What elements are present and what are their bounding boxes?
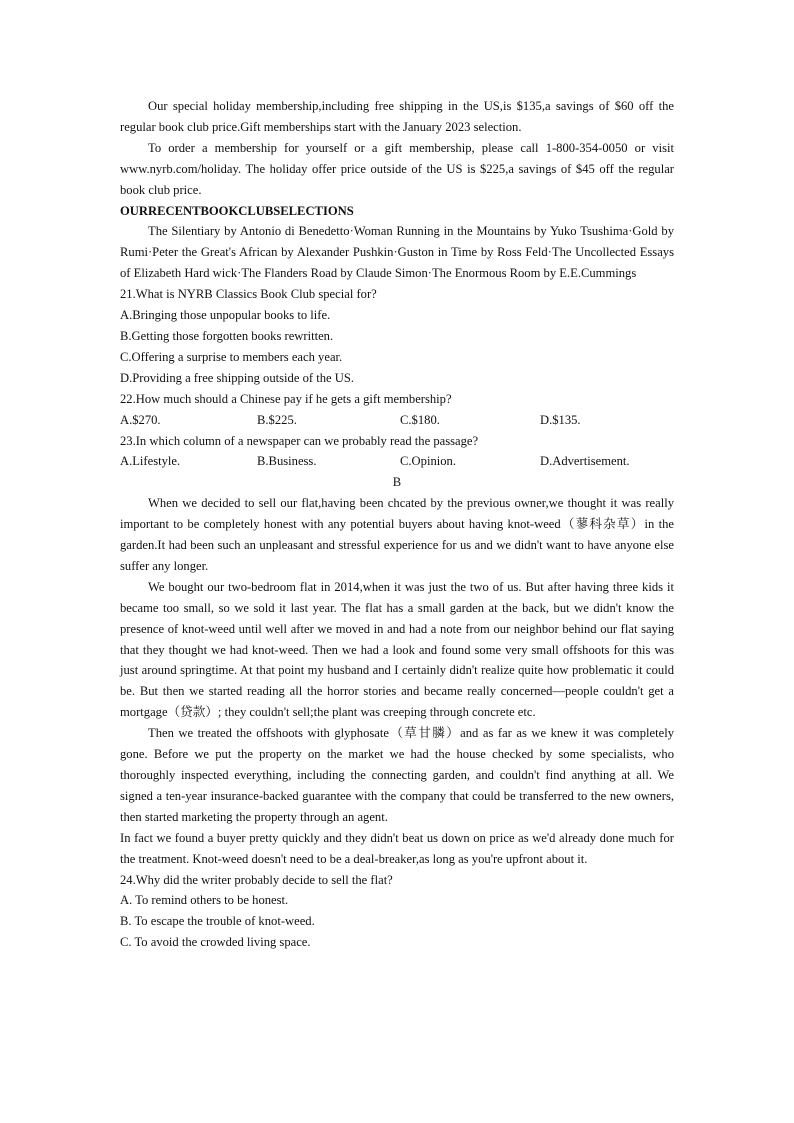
- passage-b-paragraph-1: When we decided to sell our flat,having been chcated by the previous owner,we thought it was really important to be completely honest with any potential buyers about having knot-weed（蓼科杂草）in the garden.It had been such an unpleasant and stressful experience for us and we didn't want to have anyone else suffer any longer.: [120, 496, 674, 573]
- question-21: 21.What is NYRB Classics Book Club special for?: [120, 287, 377, 302]
- q22-option-d: D.$135.: [540, 412, 581, 427]
- question-23: 23.In which column of a newspaper can we probably read the passage?: [120, 433, 479, 448]
- section-b-label: B: [392, 475, 402, 490]
- q24-option-c: C. To avoid the crowded living space.: [120, 935, 311, 950]
- document-page: [120, 96, 674, 953]
- q23-option-b: B.Business.: [257, 454, 317, 469]
- q22-option-c: C.$180.: [400, 412, 440, 427]
- passage-b-paragraph-4: In fact we found a buyer pretty quickly and they didn't beat us down on price as we'd already done much for the treatment. Knot-weed doesn't need to be a deal-breaker,as long as you're upfront about it.: [120, 830, 674, 866]
- q22-option-b: B.$225.: [257, 412, 297, 427]
- q23-option-c: C.Opinion.: [400, 454, 456, 469]
- q24-option-a: A. To remind others to be honest.: [120, 893, 289, 908]
- passage-b-paragraph-3: Then we treated the offshoots with glyphosate（草甘膦）and as far as we knew it was completely gone. Before we put the property on the market we had the house checked by some specialists, who thoroughly inspected everything, including the connecting garden, and couldn't find anything at all. We signed a ten-year insurance-backed guarantee with the company that could be transferred to the new owners, then started marketing the property through an agent.: [120, 726, 674, 824]
- question-24: 24.Why did the writer probably decide to sell the flat?: [120, 872, 393, 887]
- q24-option-b: B. To escape the trouble of knot-weed.: [120, 914, 315, 929]
- q21-option-c: C.Offering a surprise to members each year.: [120, 349, 343, 364]
- question-22: 22.How much should a Chinese pay if he gets a gift membership?: [120, 391, 452, 406]
- q21-option-d: D.Providing a free shipping outside of the US.: [120, 370, 355, 385]
- selections-list: The Silentiary by Antonio di Benedetto·Woman Running in the Mountains by Yuko Tsushima·Gold by Rumi·Peter the Great's African by Alexander Pushkin·Guston in Time by Ross Feld·The Uncollected Essays of Elizabeth Hard wick·The Flanders Road by Claude Simon·The Enormous Room by E.E.Cummings: [120, 224, 674, 281]
- order-paragraph: To order a membership for yourself or a gift membership, please call 1-800-354-0050 or visit www.nyrb.com/holiday. The holiday offer price outside of the US is $225,a savings of $45 off the regular book club price.: [120, 140, 674, 197]
- q22-options: [120, 410, 674, 431]
- passage-b-paragraph-2: We bought our two-bedroom flat in 2014,when it was just the two of us. But after having three kids it became too small, so we sold it last year. The flat has a small garden at the back, but we didn't know the presence of knot-weed until well after we moved in and had a note from our neighbor behind our flat saying that they thought we had knot-weed. Then we had a look and found some very small offshoots for this was just around springtime. At that point my husband and I certainly didn't realize quite how problematic it could be. But then we started reading all the horror stories and became really concerned—people couldn't get a mortgage（贷款）; they couldn't sell;the plant was creeping through concrete etc.: [120, 579, 674, 720]
- q23-option-d: D.Advertisement.: [540, 454, 630, 469]
- membership-paragraph: Our special holiday membership,including free shipping in the US,is $135,a savings of $60 off the regular book club price.Gift memberships start with the January 2023 selection.: [120, 99, 674, 134]
- q22-option-a: A.$270.: [120, 412, 161, 427]
- q23-options: [120, 451, 674, 472]
- q21-option-b: B.Getting those forgotten books rewritten.: [120, 328, 334, 343]
- q23-option-a: A.Lifestyle.: [120, 454, 181, 469]
- selections-heading: OURRECENTBOOKCLUBSELECTIONS: [120, 203, 354, 218]
- q21-option-a: A.Bringing those unpopular books to life.: [120, 308, 331, 323]
